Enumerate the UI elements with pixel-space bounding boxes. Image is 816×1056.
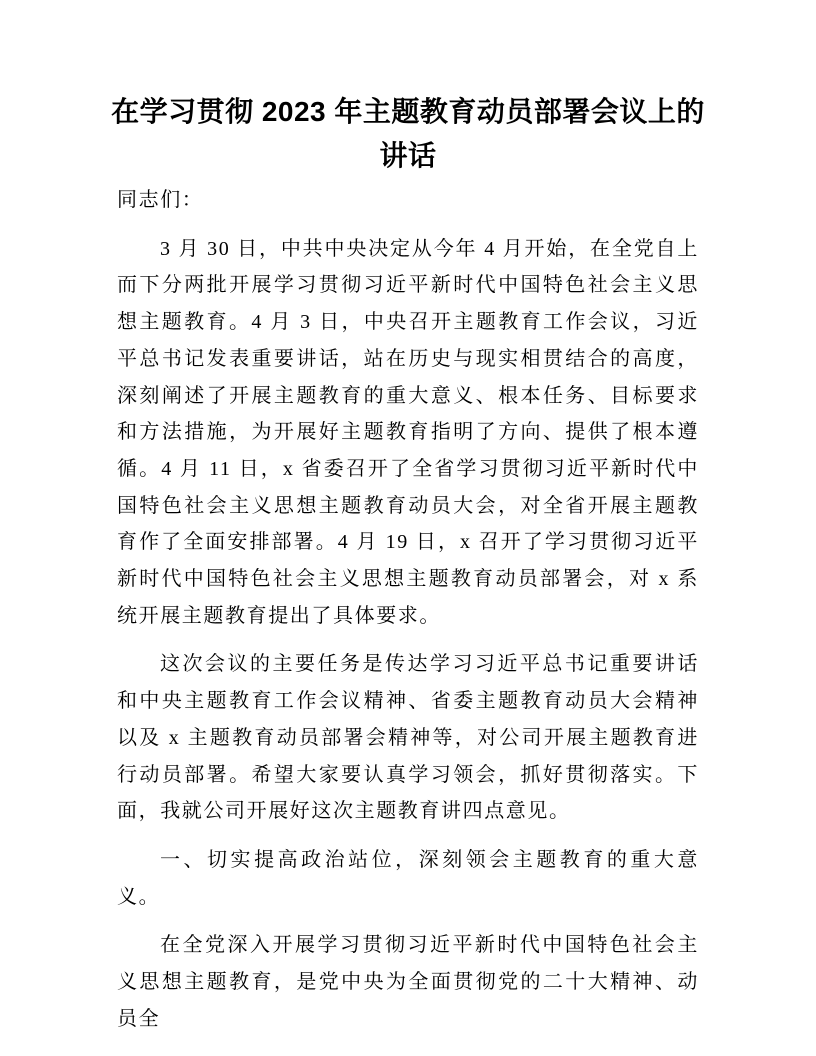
salutation: 同志们： [117, 189, 204, 211]
paragraph-1: 3 月 30 日，中共中央决定从今年 4 月开始，在全党自上而下分两批开展学习贯彻习近平新时代中国特色社会主义思想主题教育。4 月 3 日，中央召开主题教育工作会议，习近平总书记发表重要讲话，站在历史与现实相贯结合的高度，深刻阐述了开展主题教育的重大意义、根本任务、目标要求和方法措施，为开展好主题教育指明了方向、提供了根本遵循。4 月 11 日，x 省委召开了全省学习贯彻习近平新时代中国特色社会主义思想主题教育动员大会，对全省开展主题教育作了全面安排部署。4 月 19 日，x 召开了学习贯彻习近平新时代中国特色社会主义思想主题教育动员部署会，对 x 系统开展主题教育提出了具体要求。 [117, 237, 699, 627]
paragraph-2: 这次会议的主要任务是传达学习习近平总书记重要讲话和中央主题教育工作会议精神、省委主题教育动员大会精神以及 x 主题教育动员部署会精神等，对公司开展主题教育进行动员部署。希望大家要认真学习领会，抓好贯彻落实。下面，我就公司开展好这次主题教育讲四点意见。 [117, 653, 699, 823]
document-title: 在学习贯彻 2023 年主题教育动员部署会议上的讲话 [111, 96, 705, 171]
paragraph-3: 在全党深入开展学习贯彻习近平新时代中国特色社会主义思想主题教育，是党中央为全面贯彻党的二十大精神、动员全 [117, 934, 699, 1030]
section-heading-1: 一、切实提高政治站位，深刻领会主题教育的重大意义。 [117, 848, 699, 908]
